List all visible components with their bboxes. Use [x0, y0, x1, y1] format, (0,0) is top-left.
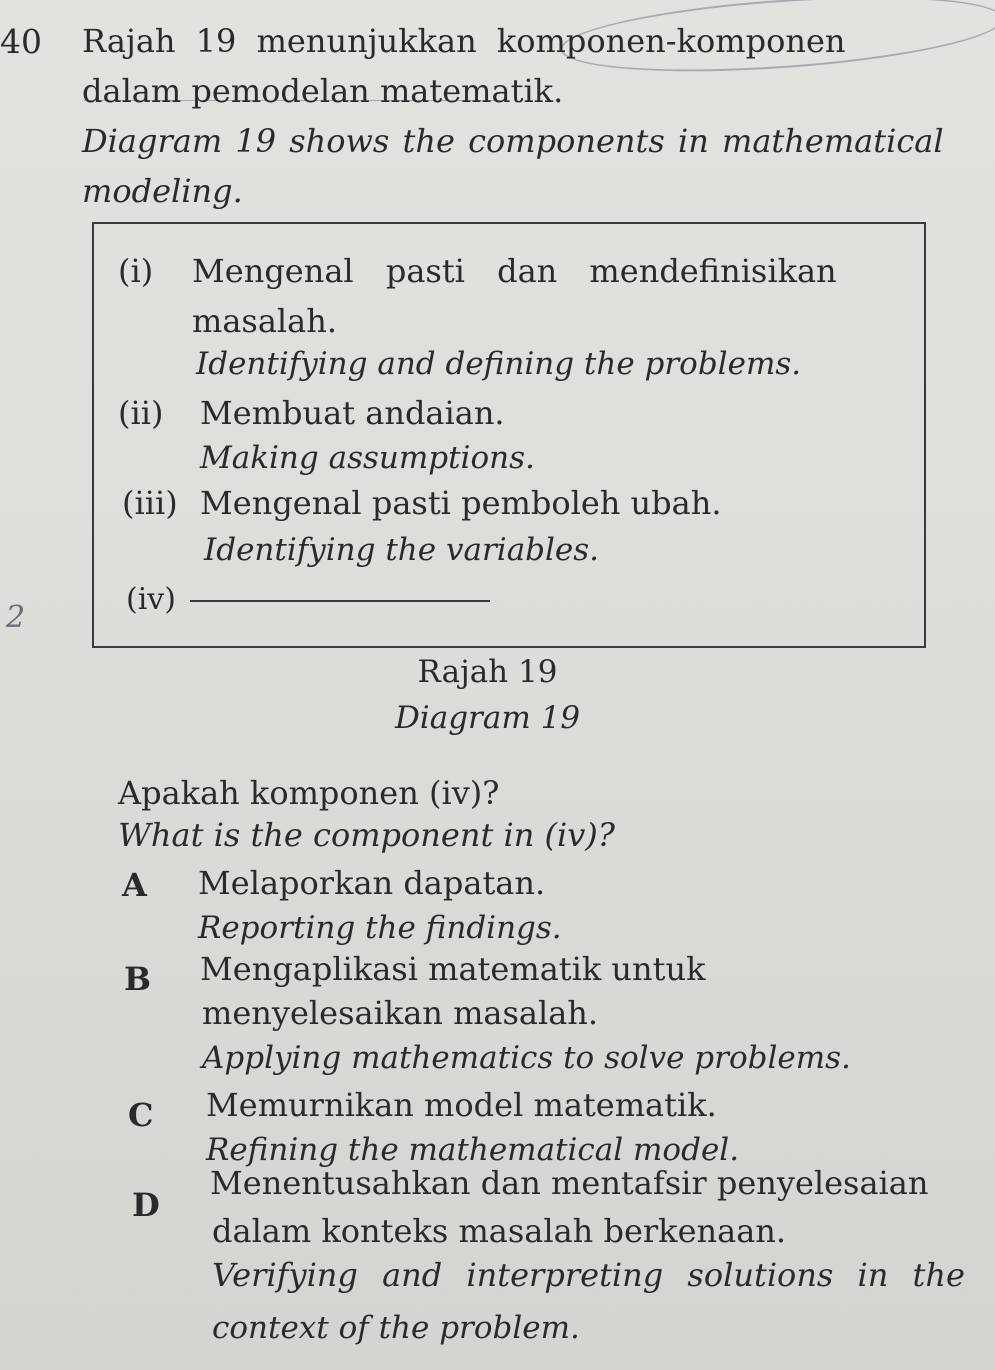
option-c-en[interactable]: Refining the mathematical model. [206, 1132, 740, 1168]
diagram-caption-ms: Rajah 19 [417, 654, 558, 690]
item-iii-en: Identifying the variables. [204, 532, 600, 568]
item-iii-ms: Mengenal pasti pemboleh ubah. [200, 484, 722, 522]
option-d-en-line2[interactable]: context of the problem. [212, 1310, 580, 1346]
item-i-label: (i) [118, 252, 154, 290]
item-ii-en: Making assumptions. [200, 440, 535, 476]
intro-ms-line1: Rajah 19 menunjukkan komponen-komponen [82, 22, 846, 60]
item-iv-label: (iv) [126, 582, 176, 617]
prompt-ms: Apakah komponen (iv)? [118, 774, 500, 812]
option-b-ms-line2[interactable]: menyelesaikan masalah. [202, 994, 599, 1032]
item-ii-label: (ii) [118, 394, 164, 432]
item-i-en: Identifying and defining the problems. [196, 346, 802, 382]
option-b-en[interactable]: Applying mathematics to solve problems. [202, 1040, 851, 1076]
option-d-en-line1[interactable]: Verifying and interpreting solutions in the [212, 1256, 965, 1294]
item-iv-blank [190, 574, 490, 606]
option-c-ms[interactable]: Memurnikan model matematik. [206, 1086, 717, 1124]
item-i-ms-line2: masalah. [192, 302, 338, 340]
option-b-ms-line1[interactable]: Mengaplikasi matematik untuk [200, 950, 706, 988]
option-d-ms-line2[interactable]: dalam konteks masalah berkenaan. [212, 1212, 787, 1250]
option-a-ms[interactable]: Melaporkan dapatan. [198, 864, 546, 902]
item-ii-ms: Membuat andaian. [200, 394, 505, 432]
intro-en-line2: modeling. [82, 172, 243, 210]
option-d-ms-line1[interactable]: Menentusahkan dan mentafsir penyelesaian [210, 1164, 929, 1202]
item-i-ms-line1: Mengenal pasti dan mendefinisikan [192, 252, 837, 290]
intro-ms-line2: dalam pemodelan matematik. [82, 72, 564, 110]
option-a-letter[interactable]: A [122, 866, 147, 904]
prompt-en: What is the component in (iv)? [118, 816, 615, 854]
option-b-letter[interactable]: B [124, 960, 152, 998]
intro-en-line1: Diagram 19 shows the components in mathematical [82, 122, 944, 160]
diagram-caption-en: Diagram 19 [394, 700, 581, 736]
question-number: 40 [0, 22, 42, 61]
item-iii-label: (iii) [122, 484, 178, 522]
option-a-en[interactable]: Reporting the findings. [198, 910, 562, 946]
option-d-letter[interactable]: D [132, 1186, 160, 1224]
option-c-letter[interactable]: C [128, 1096, 154, 1134]
margin-mark: 2 [6, 600, 26, 635]
